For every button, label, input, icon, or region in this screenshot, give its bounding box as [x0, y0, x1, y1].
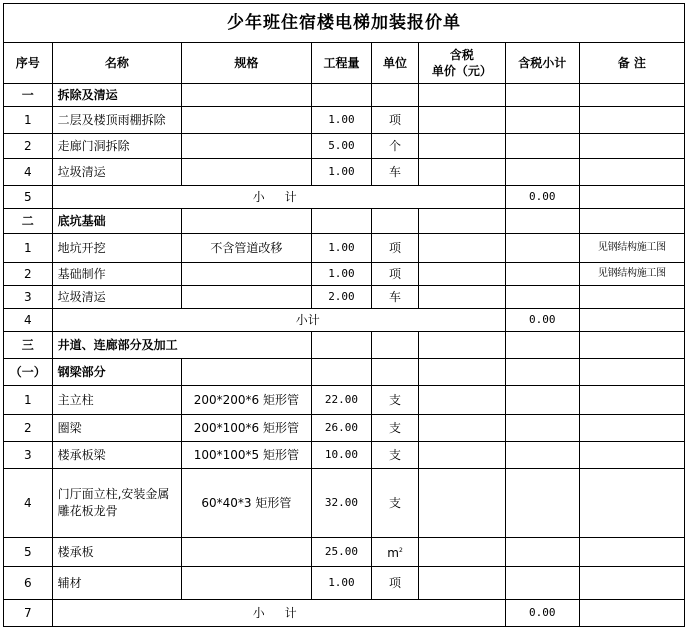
row-subtotal	[505, 107, 579, 134]
row-seq: 6	[4, 567, 53, 600]
unit-superscript: 2	[399, 547, 403, 554]
sheet-title: 少年班住宿楼电梯加装报价单	[4, 4, 685, 43]
header-subtotal: 含税小计	[505, 43, 579, 84]
row-remark	[579, 134, 684, 159]
table-row	[4, 567, 685, 600]
subtotal-value: 0.00	[505, 186, 579, 209]
row-price	[418, 442, 505, 469]
row-unit	[372, 538, 419, 567]
table-row	[4, 469, 685, 538]
header-price-line2: 单价（元）	[431, 64, 492, 78]
row-unit: 项	[372, 234, 419, 263]
row-remark	[579, 107, 684, 134]
header-row	[4, 43, 685, 84]
subtotal-row	[4, 309, 685, 332]
subtotal-row	[4, 600, 685, 627]
row-subtotal	[505, 415, 579, 442]
row-qty: 32.00	[311, 469, 372, 538]
row-subtotal	[505, 159, 579, 186]
row-unit: 个	[372, 134, 419, 159]
row-unit: 项	[372, 107, 419, 134]
row-remark	[579, 442, 684, 469]
row-remark	[579, 159, 684, 186]
row-qty: 22.00	[311, 386, 372, 415]
row-remark	[579, 567, 684, 600]
row-subtotal	[505, 134, 579, 159]
row-spec: 200*200*6 矩形管	[182, 386, 312, 415]
table-row	[4, 107, 685, 134]
header-qty: 工程量	[311, 43, 372, 84]
row-price	[418, 107, 505, 134]
row-spec	[182, 159, 312, 186]
row-price	[418, 469, 505, 538]
row-name: 基础制作	[52, 263, 182, 286]
row-qty: 2.00	[311, 286, 372, 309]
section-seq: （一）	[4, 359, 53, 386]
row-seq: 2	[4, 134, 53, 159]
row-name: 门厅面立柱,安装金属雕花板龙骨	[52, 469, 182, 538]
section-seq: 二	[4, 209, 53, 234]
row-seq: 1	[4, 234, 53, 263]
row-unit: 项	[372, 263, 419, 286]
row-spec: 100*100*5 矩形管	[182, 442, 312, 469]
subtotal-seq: 7	[4, 600, 53, 627]
row-subtotal	[505, 386, 579, 415]
row-seq: 1	[4, 386, 53, 415]
row-name: 辅材	[52, 567, 182, 600]
row-qty: 25.00	[311, 538, 372, 567]
row-remark	[579, 286, 684, 309]
section-row	[4, 84, 685, 107]
row-qty: 5.00	[311, 134, 372, 159]
row-seq: 2	[4, 263, 53, 286]
row-spec	[182, 286, 312, 309]
row-name: 地坑开挖	[52, 234, 182, 263]
row-seq: 5	[4, 538, 53, 567]
row-subtotal	[505, 442, 579, 469]
row-price	[418, 159, 505, 186]
row-spec	[182, 134, 312, 159]
header-spec: 规格	[182, 43, 312, 84]
header-price	[418, 43, 505, 84]
row-seq: 3	[4, 286, 53, 309]
subtotal-row	[4, 186, 685, 209]
subtotal-label: 小计	[52, 309, 505, 332]
quotation-sheet	[3, 3, 685, 627]
row-remark	[579, 415, 684, 442]
section-row	[4, 332, 685, 359]
header-remark: 备 注	[579, 43, 684, 84]
table-row	[4, 263, 685, 286]
row-price	[418, 263, 505, 286]
row-remark: 见钢结构施工图	[579, 234, 684, 263]
subtotal-label: 小 计	[52, 600, 505, 627]
row-subtotal	[505, 263, 579, 286]
row-spec	[182, 263, 312, 286]
row-unit: 支	[372, 469, 419, 538]
row-seq: 2	[4, 415, 53, 442]
table-row	[4, 442, 685, 469]
row-seq: 3	[4, 442, 53, 469]
row-qty: 1.00	[311, 159, 372, 186]
row-name: 楼承板	[52, 538, 182, 567]
row-name: 主立柱	[52, 386, 182, 415]
row-unit: 车	[372, 286, 419, 309]
row-seq: 4	[4, 469, 53, 538]
section-row	[4, 209, 685, 234]
section-name: 拆除及清运	[52, 84, 182, 107]
row-unit: 车	[372, 159, 419, 186]
row-price	[418, 286, 505, 309]
subtotal-value: 0.00	[505, 309, 579, 332]
row-unit: 支	[372, 415, 419, 442]
row-qty: 26.00	[311, 415, 372, 442]
row-unit: 支	[372, 386, 419, 415]
unit-text: m	[387, 546, 399, 560]
row-subtotal	[505, 567, 579, 600]
row-name: 垃圾清运	[52, 159, 182, 186]
row-qty: 1.00	[311, 263, 372, 286]
header-unit: 单位	[372, 43, 419, 84]
row-name: 垃圾清运	[52, 286, 182, 309]
header-seq: 序号	[4, 43, 53, 84]
row-remark: 见钢结构施工图	[579, 263, 684, 286]
row-unit: 支	[372, 442, 419, 469]
row-spec: 200*100*6 矩形管	[182, 415, 312, 442]
row-spec	[182, 107, 312, 134]
row-spec	[182, 538, 312, 567]
row-seq: 1	[4, 107, 53, 134]
section-seq: 三	[4, 332, 53, 359]
table-row	[4, 234, 685, 263]
row-subtotal	[505, 469, 579, 538]
row-subtotal	[505, 286, 579, 309]
row-spec: 不含管道改移	[182, 234, 312, 263]
section-row	[4, 359, 685, 386]
row-unit: 项	[372, 567, 419, 600]
table-row	[4, 415, 685, 442]
table-row	[4, 286, 685, 309]
row-spec: 60*40*3 矩形管	[182, 469, 312, 538]
row-name: 二层及楼顶雨棚拆除	[52, 107, 182, 134]
row-qty: 1.00	[311, 107, 372, 134]
quotation-table	[3, 3, 685, 627]
row-name: 圈梁	[52, 415, 182, 442]
row-price	[418, 538, 505, 567]
row-price	[418, 134, 505, 159]
section-name: 井道、连廊部分及加工	[52, 332, 311, 359]
row-seq: 4	[4, 159, 53, 186]
header-price-line1: 含税	[449, 48, 474, 62]
row-price	[418, 234, 505, 263]
row-name: 走廊门洞拆除	[52, 134, 182, 159]
table-row	[4, 386, 685, 415]
row-qty: 10.00	[311, 442, 372, 469]
subtotal-seq: 5	[4, 186, 53, 209]
header-name: 名称	[52, 43, 182, 84]
row-price	[418, 386, 505, 415]
row-name: 楼承板梁	[52, 442, 182, 469]
subtotal-value: 0.00	[505, 600, 579, 627]
row-remark	[579, 386, 684, 415]
row-price	[418, 415, 505, 442]
subtotal-label: 小 计	[52, 186, 505, 209]
subtotal-seq: 4	[4, 309, 53, 332]
row-subtotal	[505, 234, 579, 263]
table-row	[4, 538, 685, 567]
section-name: 底坑基础	[52, 209, 182, 234]
row-qty: 1.00	[311, 234, 372, 263]
table-row	[4, 134, 685, 159]
row-price	[418, 567, 505, 600]
row-subtotal	[505, 538, 579, 567]
section-seq: 一	[4, 84, 53, 107]
row-remark	[579, 538, 684, 567]
section-name: 钢梁部分	[52, 359, 182, 386]
row-spec	[182, 567, 312, 600]
row-remark	[579, 469, 684, 538]
row-qty: 1.00	[311, 567, 372, 600]
table-row	[4, 159, 685, 186]
